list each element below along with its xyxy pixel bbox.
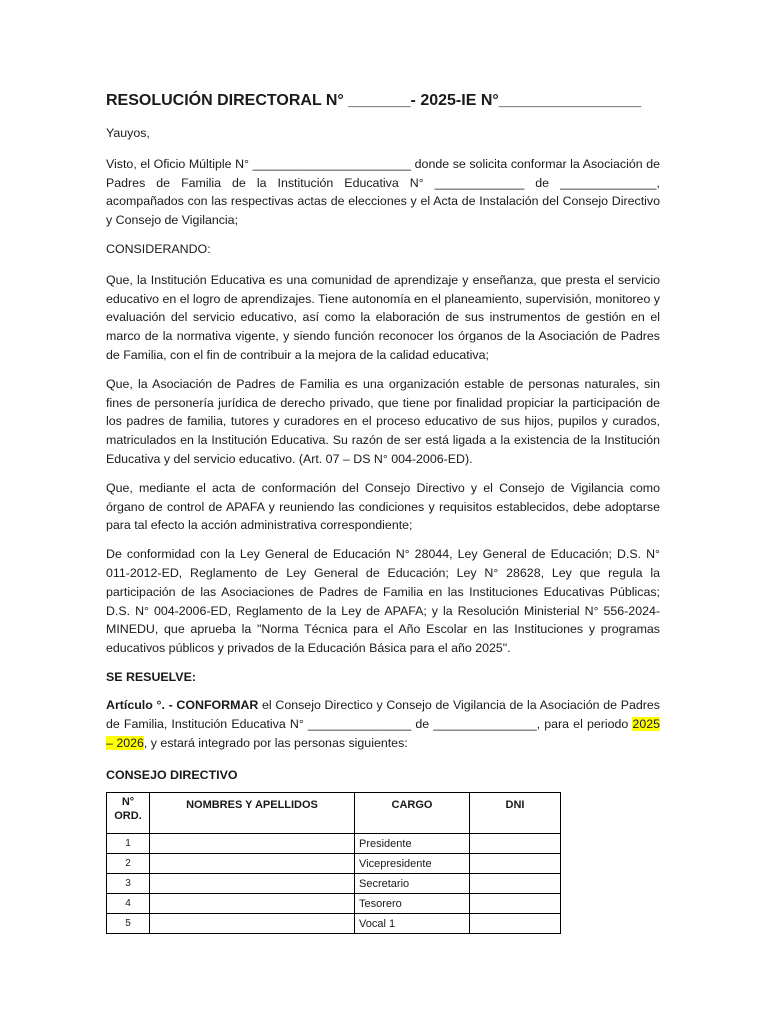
row-number: 5 <box>107 914 150 934</box>
table-row <box>107 894 561 914</box>
consejo-directivo-table <box>106 792 561 934</box>
considerando-paragraph-1: Que, la Institución Educativa es una comunidad de aprendizaje y enseñanza, que presta el servicio educativo en el logro de aprendizajes. Tiene autonomía en el planeamiento, supervisión, monitoreo y evaluación del servicio educativo, así como la elaboración de sus instrumentos de gestión en el marco de la normativa vigente, y siendo función reconocer los órganos de la Asociación de Padres de Familia, con el fin de contribuir a la mejora de la calidad educativa; <box>106 272 660 362</box>
table-row <box>107 874 561 894</box>
row-cargo: Vocal 1 <box>355 914 470 934</box>
row-cargo: Secretario <box>355 874 470 894</box>
table-header-row <box>107 793 561 834</box>
row-dni <box>470 914 561 934</box>
place-line: Yauyos, <box>106 126 150 140</box>
se-resuelve-heading: SE RESUELVE: <box>106 669 196 684</box>
row-cargo: Presidente <box>355 834 470 854</box>
considerando-heading: CONSIDERANDO: <box>106 241 211 256</box>
articulo-text-before: el Consejo Directico y Consejo de Vigilancia de la Asociación de Padres de Familia, Institución Educativa N° _______________ de _______________, para el periodo <box>106 697 660 731</box>
table-row <box>107 834 561 854</box>
row-nombre <box>150 874 355 894</box>
document-title: RESOLUCIÓN DIRECTORAL N° _______- 2025-IE N°________________ <box>106 92 642 109</box>
header-dni: DNI <box>470 793 561 834</box>
visto-paragraph: Visto, el Oficio Múltiple N° _______________________ donde se solicita conformar la Asociación de Padres de Familia de la Institución Educativa N° _____________ de ______________, acompañados con las respectivas actas de elecciones y el Acta de Instalación del Consejo Directivo y Consejo de Vigilancia; <box>106 156 660 228</box>
row-number: 1 <box>107 834 150 854</box>
row-number: 4 <box>107 894 150 914</box>
row-dni <box>470 894 561 914</box>
articulo-label: Artículo °. - CONFORMAR <box>106 697 259 712</box>
row-dni <box>470 874 561 894</box>
row-cargo: Vicepresidente <box>355 854 470 874</box>
consejo-directivo-heading: CONSEJO DIRECTIVO <box>106 768 238 783</box>
document-page <box>106 92 660 934</box>
header-cargo: CARGO <box>355 793 470 834</box>
row-dni <box>470 854 561 874</box>
row-nombre <box>150 854 355 874</box>
considerando-paragraph-3: Que, mediante el acta de conformación del Consejo Directivo y el Consejo de Vigilancia como órgano de control de APAFA y reuniendo las condiciones y requisitos establecidos, debe adoptarse para tal efecto la acción administrativa correspondiente; <box>106 480 660 533</box>
considerando-paragraph-4: De conformidad con la Ley General de Educación N° 28044, Ley General de Educación; D.S. N° 011-2012-ED, Reglamento de Ley General de Educación; Ley N° 28628, Ley que regula la participación de las Asociaciones de Padres de Familia en las Instituciones Educativas Públicas; D.S. N° 004-2006-ED, Reglamento de la Ley de APAFA; y la Resolución Ministerial N° 556-2024-MINEDU, que aprueba la "Norma Técnica para el Año Escolar en las Instituciones y programas educativos públicos y privados de la Educación Básica para el año 2025". <box>106 547 660 656</box>
articulo-text-after: , y estará integrado por las personas siguientes: <box>143 735 408 750</box>
periodo-highlight: 2025 – 2026 <box>106 716 660 750</box>
header-n-ord: N° ORD. <box>107 793 150 834</box>
row-number: 3 <box>107 874 150 894</box>
header-nombres: NOMBRES Y APELLIDOS <box>150 793 355 834</box>
articulo-paragraph <box>106 696 660 752</box>
table-row <box>107 854 561 874</box>
row-number: 2 <box>107 854 150 874</box>
row-nombre <box>150 914 355 934</box>
row-cargo: Tesorero <box>355 894 470 914</box>
row-nombre <box>150 834 355 854</box>
row-dni <box>470 834 561 854</box>
row-nombre <box>150 894 355 914</box>
table-row <box>107 914 561 934</box>
considerando-paragraph-2: Que, la Asociación de Padres de Familia es una organización estable de personas naturales, sin fines de personería jurídica de derecho privado, que tiene por finalidad propiciar la participación de los padres de familia, tutores y curadores en el proceso educativo de sus hijos, pupilos y curados, matriculados en la Institución Educativa. Su razón de ser está ligada a la existencia de la Institución Educativa y del servicio educativo. (Art. 07 – DS N° 004-2006-ED). <box>106 376 660 466</box>
